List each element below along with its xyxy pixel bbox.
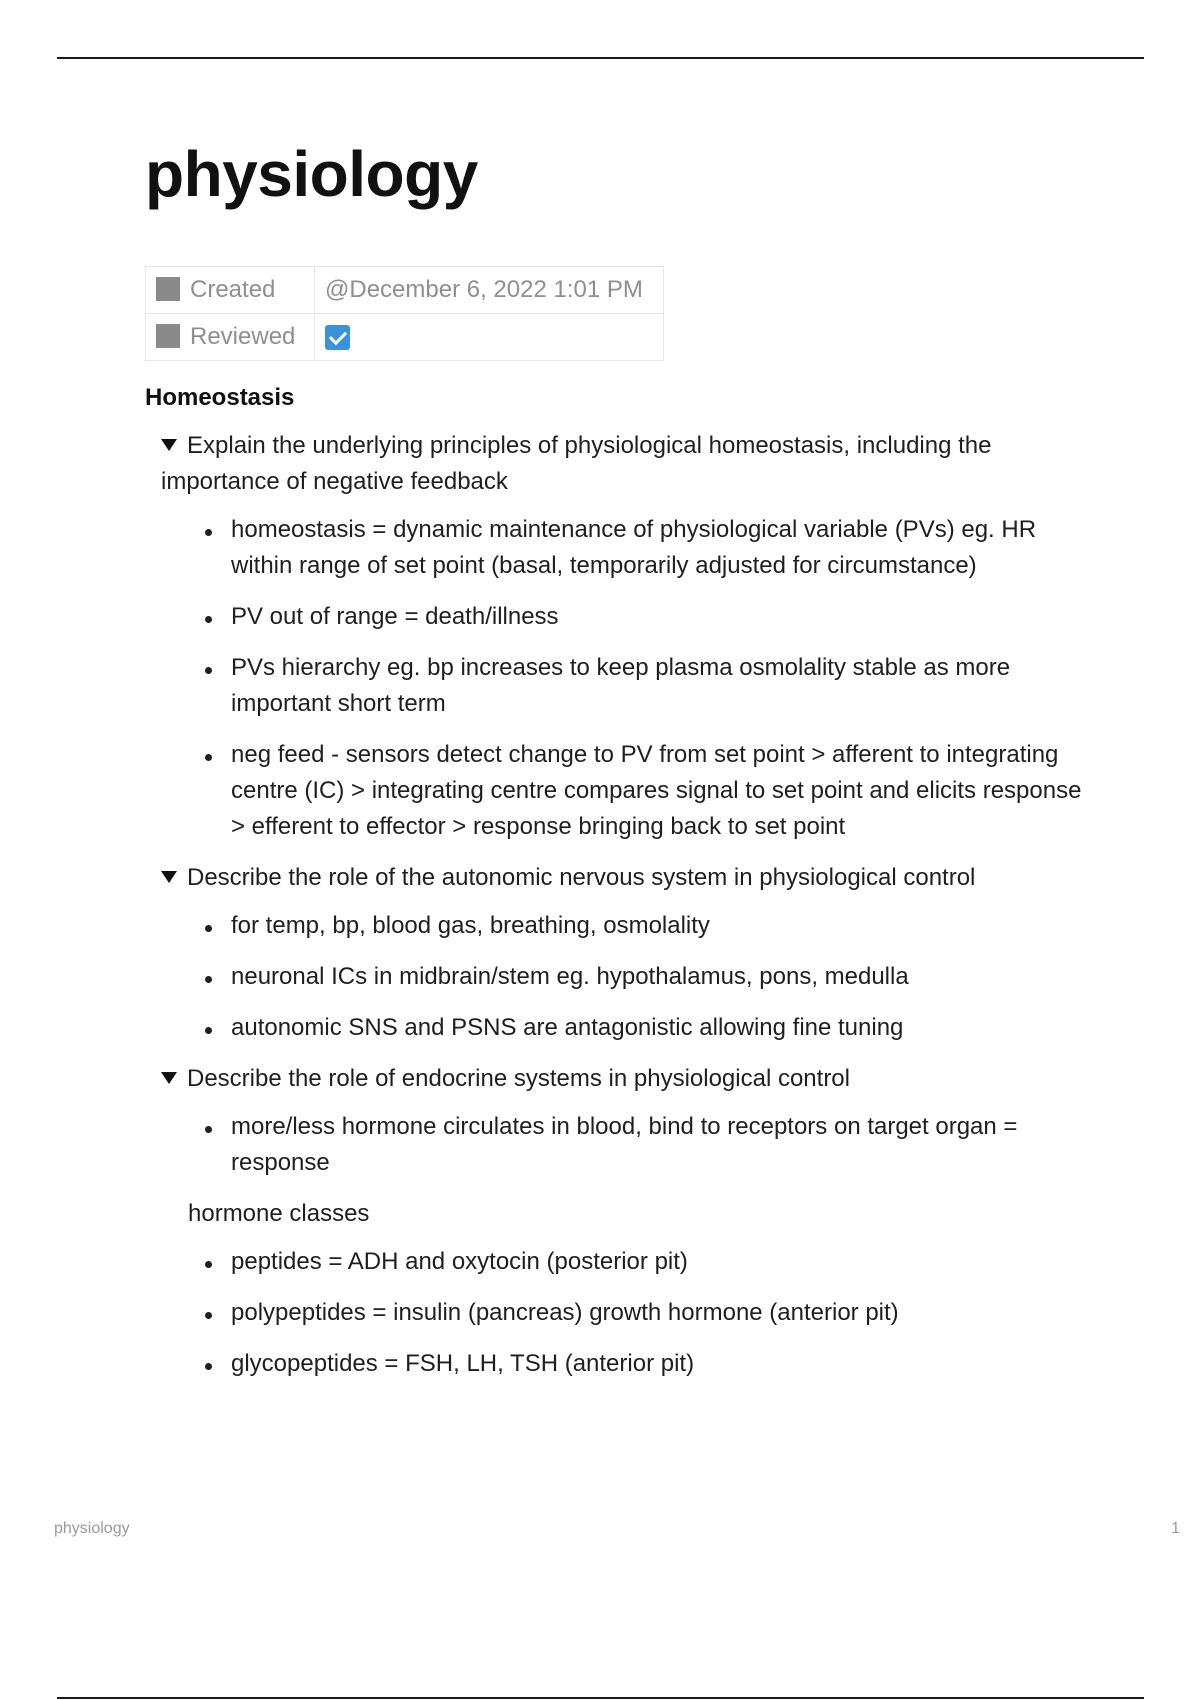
list-item: neg feed - sensors detect change to PV from set point > afferent to integrating centre (IC) > integrating centre compares signal to set point and elicits response > efferent to effector > response bringing back to set point bbox=[231, 737, 1095, 845]
toggle-block bbox=[161, 428, 1095, 845]
toggle-summary-text: Describe the role of the autonomic nervous system in physiological control bbox=[187, 864, 976, 891]
toggle-summary[interactable] bbox=[161, 1061, 1095, 1097]
bullet-list bbox=[161, 512, 1095, 845]
top-rule bbox=[57, 57, 1144, 59]
list-item: polypeptides = insulin (pancreas) growth hormone (anterior pit) bbox=[231, 1295, 1095, 1331]
property-created-label: Created bbox=[190, 276, 276, 303]
list-item: PV out of range = death/illness bbox=[231, 599, 1095, 635]
toggle-arrow-down-icon[interactable] bbox=[161, 1072, 177, 1084]
list-item: autonomic SNS and PSNS are antagonistic allowing fine tuning bbox=[231, 1010, 1095, 1046]
toggle-summary-text: Describe the role of endocrine systems in physiological control bbox=[187, 1065, 850, 1092]
property-row-reviewed bbox=[146, 314, 664, 361]
paragraph: hormone classes bbox=[188, 1200, 370, 1227]
page-title: physiology bbox=[145, 138, 478, 210]
toggle-summary-text: Explain the underlying principles of physiological homeostasis, including the importance of negative feedback bbox=[161, 432, 992, 495]
toggle-block bbox=[161, 1061, 1095, 1382]
list-item: homeostasis = dynamic maintenance of physiological variable (PVs) eg. HR within range of set point (basal, temporarily adjusted for circumstance) bbox=[231, 512, 1095, 584]
list-item: neuronal ICs in midbrain/stem eg. hypothalamus, pons, medulla bbox=[231, 959, 1095, 995]
bottom-rule bbox=[57, 1697, 1144, 1699]
list-item: for temp, bp, blood gas, breathing, osmolality bbox=[231, 908, 1095, 944]
toggle-summary[interactable] bbox=[161, 860, 1095, 896]
reviewed-checkbox[interactable] bbox=[325, 325, 350, 350]
list-icon bbox=[156, 277, 180, 301]
footer-page-number: 1 bbox=[1171, 1520, 1180, 1537]
footer-title: physiology bbox=[54, 1520, 130, 1537]
toggle-arrow-down-icon[interactable] bbox=[161, 439, 177, 451]
property-reviewed-label: Reviewed bbox=[190, 323, 296, 350]
property-row-created bbox=[146, 267, 664, 314]
toggle-arrow-down-icon[interactable] bbox=[161, 871, 177, 883]
property-created-value[interactable]: @December 6, 2022 1:01 PM bbox=[315, 267, 664, 314]
list-item: more/less hormone circulates in blood, bind to receptors on target organ = response bbox=[231, 1109, 1095, 1181]
bullet-list bbox=[161, 1109, 1095, 1181]
list-item: peptides = ADH and oxytocin (posterior pit) bbox=[231, 1244, 1095, 1280]
section-heading: Homeostasis bbox=[145, 384, 295, 411]
bullet-list bbox=[161, 908, 1095, 1046]
list-item: glycopeptides = FSH, LH, TSH (anterior pit) bbox=[231, 1346, 1095, 1382]
page-content bbox=[145, 380, 1095, 1397]
property-reviewed-value bbox=[315, 314, 664, 361]
bullet-list bbox=[161, 1244, 1095, 1382]
property-key-cell bbox=[146, 314, 315, 361]
properties-table bbox=[145, 266, 664, 361]
toggle-block bbox=[161, 860, 1095, 1046]
list-item: PVs hierarchy eg. bp increases to keep plasma osmolality stable as more important short term bbox=[231, 650, 1095, 722]
checkbox-property-icon bbox=[156, 324, 180, 348]
property-key-cell bbox=[146, 267, 315, 314]
toggle-summary[interactable] bbox=[161, 428, 1095, 500]
